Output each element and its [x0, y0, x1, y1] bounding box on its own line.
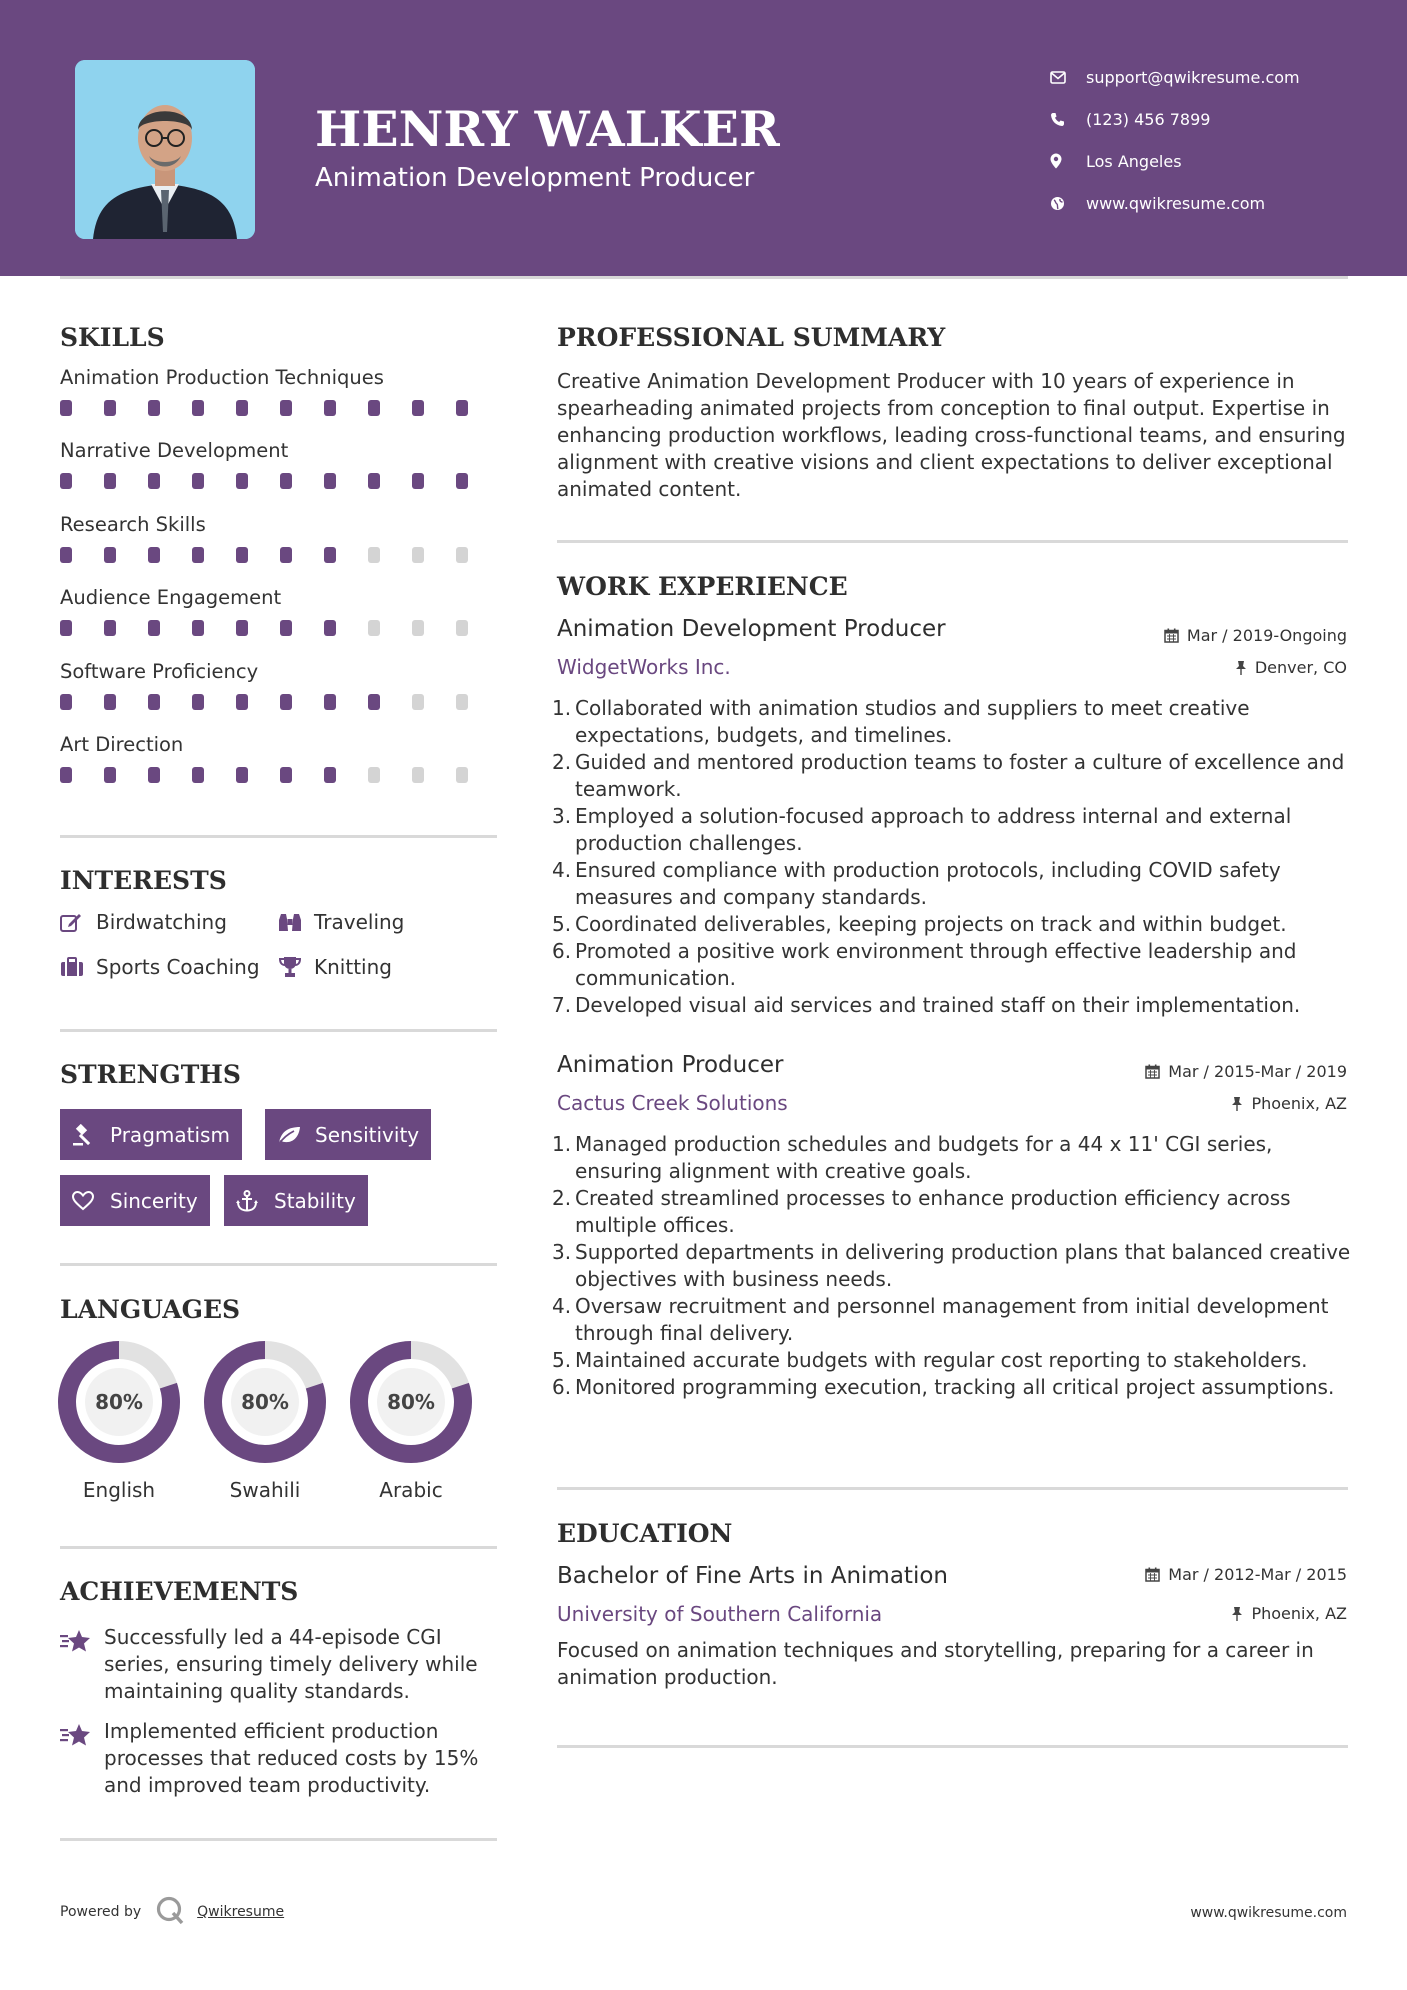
skill-dot-filled	[324, 473, 336, 489]
contact-phone-text: (123) 456 7899	[1086, 109, 1211, 129]
bullet-text: Created streamlined processes to enhance production efficiency across multiple offices.	[575, 1186, 1291, 1237]
footer-website[interactable]: www.qwikresume.com	[1190, 1905, 1347, 1921]
job-location-text: Phoenix, AZ	[1251, 1094, 1347, 1113]
skill-dot-filled	[60, 620, 72, 636]
experience-title: WORK EXPERIENCE	[557, 572, 848, 601]
suitcase-icon	[60, 957, 96, 977]
interest-label: Knitting	[314, 955, 392, 979]
strength-tag	[265, 1109, 431, 1160]
skill-dot-filled	[236, 473, 248, 489]
skill-dot-filled	[280, 767, 292, 783]
education-dates	[1145, 1565, 1347, 1584]
interest-label: Birdwatching	[96, 910, 227, 934]
skill-dot-filled	[148, 694, 160, 710]
skill-dot-filled	[456, 400, 468, 416]
bullet-item	[552, 803, 1357, 857]
skills-title: SKILLS	[60, 323, 165, 352]
bullet-text: Coordinated deliverables, keeping projects on track and within budget.	[575, 912, 1287, 936]
bullet-item	[552, 938, 1357, 992]
skill-dot-empty	[412, 694, 424, 710]
skill-dot-filled	[280, 400, 292, 416]
contact-location-text: Los Angeles	[1086, 151, 1182, 171]
strength-label: Sincerity	[110, 1188, 198, 1213]
contact-email[interactable]	[1050, 56, 1380, 98]
skill-dot-filled	[368, 473, 380, 489]
achievement-text: Implemented efficient production processes that reduced costs by 15% and improved team productivity.	[104, 1719, 479, 1797]
bullet-item	[552, 1347, 1357, 1374]
skill-dot-empty	[456, 767, 468, 783]
bullet-text: Guided and mentored production teams to foster a culture of excellence and teamwork.	[575, 750, 1345, 801]
bullet-number: 3.	[552, 804, 572, 828]
contact-website[interactable]	[1050, 182, 1380, 224]
language-percent: 80%	[241, 1390, 289, 1414]
education-location	[1231, 1604, 1347, 1623]
skill-dot-filled	[324, 400, 336, 416]
bullet-text: Monitored programming execution, tracking all critical project assumptions.	[575, 1375, 1335, 1399]
skill-dot-filled	[104, 400, 116, 416]
skill-name: Narrative Development	[60, 439, 289, 463]
skill-dot-filled	[236, 620, 248, 636]
skill-dot-filled	[280, 473, 292, 489]
skill-dot-filled	[104, 694, 116, 710]
job-dates-text: Mar / 2019-Ongoing	[1186, 626, 1347, 645]
bullet-text: Collaborated with animation studios and suppliers to meet creative expectations, budgets, and timelines.	[575, 696, 1250, 747]
languages-divider	[60, 1546, 497, 1549]
powered-by-label: Powered by	[60, 1904, 142, 1920]
skill-dot-filled	[236, 400, 248, 416]
achievements-divider	[60, 1838, 497, 1841]
bullet-text: Managed production schedules and budgets for a 44 x 11' CGI series, ensuring alignment with creative goals.	[575, 1132, 1273, 1183]
job-location	[1235, 658, 1347, 677]
bullet-number: 5.	[552, 912, 572, 936]
star-badge-icon	[60, 1624, 104, 1705]
interests-title: INTERESTS	[60, 866, 227, 895]
job-bullets	[552, 695, 1357, 1019]
skill-dot-filled	[60, 767, 72, 783]
calendar-icon	[1145, 1567, 1160, 1582]
skill-dot-filled	[60, 400, 72, 416]
language-item	[349, 1340, 473, 1502]
skill-item	[60, 366, 500, 439]
bullet-item	[552, 857, 1357, 911]
powered-by	[60, 1895, 284, 1929]
job-dates-text: Mar / 2015-Mar / 2019	[1168, 1062, 1347, 1081]
education-description: Focused on animation techniques and storytelling, preparing for a career in animation production.	[557, 1638, 1314, 1689]
skill-dot-filled	[368, 400, 380, 416]
interest-label: Traveling	[314, 910, 405, 934]
skill-name: Research Skills	[60, 512, 206, 536]
trophy-icon	[278, 956, 314, 978]
job-dates	[1145, 1062, 1347, 1081]
skill-item	[60, 586, 500, 659]
strengths-title: STRENGTHS	[60, 1060, 241, 1089]
skill-dot-filled	[456, 473, 468, 489]
skill-dot-empty	[368, 547, 380, 563]
bullet-number: 3.	[552, 1240, 572, 1264]
skill-dot-filled	[280, 694, 292, 710]
bullet-item	[552, 1239, 1357, 1293]
bullet-number: 5.	[552, 1348, 572, 1372]
bullet-item	[552, 695, 1357, 749]
interest-item	[278, 955, 392, 979]
language-name: English	[82, 1478, 156, 1502]
bullet-number: 6.	[552, 939, 572, 963]
bullet-item	[552, 1374, 1357, 1401]
language-name: Swahili	[229, 1478, 301, 1502]
skill-level-dots	[60, 473, 500, 489]
skills-list	[60, 366, 500, 806]
pushpin-icon	[1235, 660, 1247, 675]
strength-tag	[224, 1175, 368, 1226]
calendar-icon	[1164, 628, 1179, 643]
summary-text: Creative Animation Development Producer with 10 years of experience in spearheading animated projects from conception to final output. Expertise in enhancing production workflows, leading cross-functional teams, and ensuring alignment with creative visions and client expectations to deliver exceptional animated content.	[557, 369, 1346, 501]
skill-dot-empty	[412, 767, 424, 783]
skill-dot-filled	[324, 620, 336, 636]
map-marker-icon	[1050, 153, 1086, 169]
qwikresume-link[interactable]: Qwikresume	[197, 1904, 285, 1920]
skill-dot-filled	[236, 547, 248, 563]
interest-item	[60, 955, 260, 979]
job-bullets	[552, 1131, 1357, 1401]
skill-dot-filled	[104, 767, 116, 783]
skill-dot-filled	[192, 767, 204, 783]
skill-name: Audience Engagement	[60, 586, 282, 610]
strength-tag	[60, 1175, 210, 1226]
skill-item	[60, 660, 500, 733]
skill-dot-filled	[280, 620, 292, 636]
phone-icon	[1050, 112, 1086, 127]
heart-icon	[72, 1191, 110, 1211]
candidate-role: Animation Development Producer	[315, 163, 755, 193]
bullet-item	[552, 1131, 1357, 1185]
bullet-number: 4.	[552, 1294, 572, 1318]
skill-level-dots	[60, 694, 500, 710]
bullet-number: 4.	[552, 858, 572, 882]
job-location	[1231, 1094, 1347, 1113]
skill-level-dots	[60, 767, 500, 783]
strength-label: Sensitivity	[315, 1122, 420, 1147]
skill-name: Software Proficiency	[60, 659, 259, 683]
bullet-item	[552, 911, 1357, 938]
bullet-item	[552, 992, 1357, 1019]
profile-photo	[75, 60, 255, 239]
language-name: Arabic	[379, 1478, 443, 1502]
bullet-number: 1.	[552, 696, 572, 720]
skill-dot-empty	[412, 620, 424, 636]
skill-dot-empty	[456, 694, 468, 710]
education-divider	[557, 1745, 1348, 1748]
bullet-item	[552, 1185, 1357, 1239]
achievements-title: ACHIEVEMENTS	[60, 1577, 299, 1606]
contact-phone[interactable]	[1050, 98, 1380, 140]
job-company: Cactus Creek Solutions	[557, 1091, 788, 1115]
skill-dot-filled	[60, 473, 72, 489]
summary-divider	[557, 540, 1348, 543]
summary-title: PROFESSIONAL SUMMARY	[557, 323, 946, 352]
education-title: EDUCATION	[557, 1519, 733, 1548]
bullet-text: Maintained accurate budgets with regular cost reporting to stakeholders.	[575, 1348, 1308, 1372]
skill-dot-empty	[456, 620, 468, 636]
experience-divider	[557, 1487, 1348, 1490]
skill-dot-filled	[148, 547, 160, 563]
pushpin-icon	[1231, 1096, 1243, 1111]
bullet-number: 1.	[552, 1132, 572, 1156]
skill-dot-filled	[192, 473, 204, 489]
skill-dot-empty	[368, 767, 380, 783]
interests-divider	[60, 1029, 497, 1032]
interest-label: Sports Coaching	[96, 955, 260, 979]
bullet-text: Supported departments in delivering production plans that balanced creative objectives with business needs.	[575, 1240, 1351, 1291]
skill-dot-empty	[456, 547, 468, 563]
header-divider	[60, 276, 1348, 279]
skill-dot-empty	[368, 620, 380, 636]
job-location-text: Denver, CO	[1254, 658, 1347, 677]
skill-dot-filled	[192, 694, 204, 710]
qwikresume-logo-icon	[155, 1895, 185, 1929]
achievement-item	[60, 1624, 500, 1705]
skill-item	[60, 733, 500, 806]
interest-item	[60, 910, 227, 934]
skill-dot-filled	[148, 473, 160, 489]
skill-level-dots	[60, 547, 500, 563]
skill-level-dots	[60, 620, 500, 636]
bullet-number: 7.	[552, 993, 572, 1017]
globe-icon	[1050, 196, 1086, 211]
resume-header	[0, 0, 1407, 276]
education-location-text: Phoenix, AZ	[1251, 1604, 1347, 1623]
strength-label: Pragmatism	[110, 1122, 230, 1147]
bullet-text: Employed a solution-focused approach to address internal and external production challenges.	[575, 804, 1292, 855]
candidate-name: HENRY WALKER	[315, 100, 780, 158]
education-degree: Bachelor of Fine Arts in Animation	[557, 1563, 948, 1589]
calendar-icon	[1145, 1064, 1160, 1079]
contact-email-text: support@qwikresume.com	[1086, 67, 1300, 87]
skill-dot-filled	[60, 547, 72, 563]
job-dates	[1164, 626, 1347, 645]
job-title: Animation Development Producer	[557, 616, 946, 642]
skill-item	[60, 513, 500, 586]
contact-website-text: www.qwikresume.com	[1086, 193, 1266, 213]
skill-dot-filled	[324, 547, 336, 563]
portrait-illustration	[75, 60, 255, 239]
strength-label: Stability	[274, 1188, 356, 1213]
education-school: University of Southern California	[557, 1602, 883, 1626]
skill-dot-filled	[148, 620, 160, 636]
pencil-square-icon	[60, 912, 96, 932]
job-company: WidgetWorks Inc.	[557, 655, 731, 679]
star-badge-icon	[60, 1718, 104, 1799]
bullet-item	[552, 749, 1357, 803]
skill-dot-empty	[412, 547, 424, 563]
bullet-text: Developed visual aid services and trained staff on their implementation.	[575, 993, 1301, 1017]
anchor-icon	[236, 1190, 274, 1212]
skill-dot-filled	[192, 547, 204, 563]
contact-location	[1050, 140, 1380, 182]
bullet-number: 2.	[552, 750, 572, 774]
skill-dot-filled	[148, 400, 160, 416]
binoculars-icon	[278, 911, 314, 933]
strength-tag	[60, 1109, 242, 1160]
skill-dot-filled	[104, 473, 116, 489]
language-percent: 80%	[387, 1390, 435, 1414]
skill-dot-filled	[192, 400, 204, 416]
skill-dot-filled	[104, 547, 116, 563]
bullet-text: Promoted a positive work environment through effective leadership and communication.	[575, 939, 1297, 990]
skill-dot-filled	[192, 620, 204, 636]
skill-dot-filled	[324, 767, 336, 783]
skill-dot-filled	[148, 767, 160, 783]
envelope-icon	[1050, 71, 1086, 84]
skill-dot-filled	[236, 767, 248, 783]
language-percent: 80%	[95, 1390, 143, 1414]
skill-name: Animation Production Techniques	[60, 366, 384, 389]
interest-item	[278, 910, 404, 934]
skill-dot-filled	[280, 547, 292, 563]
bullet-text: Ensured compliance with production protocols, including COVID safety measures and company standards.	[575, 858, 1281, 909]
bullet-text: Oversaw recruitment and personnel management from initial development through final delivery.	[575, 1294, 1329, 1345]
bullet-number: 6.	[552, 1375, 572, 1399]
leaf-icon	[277, 1125, 315, 1145]
skill-dot-filled	[368, 694, 380, 710]
bullet-number: 2.	[552, 1186, 572, 1210]
skills-divider	[60, 835, 497, 838]
skill-dot-filled	[324, 694, 336, 710]
skill-dot-filled	[412, 473, 424, 489]
skill-dot-filled	[236, 694, 248, 710]
language-item	[57, 1340, 181, 1502]
language-item	[203, 1340, 327, 1502]
languages-title: LANGUAGES	[60, 1295, 241, 1324]
pushpin-icon	[1231, 1606, 1243, 1621]
skill-name: Art Direction	[60, 732, 184, 756]
strengths-divider	[60, 1263, 497, 1266]
education-dates-text: Mar / 2012-Mar / 2015	[1168, 1565, 1347, 1584]
skill-dot-filled	[60, 694, 72, 710]
job-title: Animation Producer	[557, 1052, 784, 1078]
bullet-item	[552, 1293, 1357, 1347]
skill-dot-filled	[104, 620, 116, 636]
skill-item	[60, 439, 500, 512]
achievement-text: Successfully led a 44-episode CGI series, ensuring timely delivery while maintaining quality standards.	[104, 1625, 478, 1703]
gavel-icon	[72, 1124, 110, 1146]
skill-level-dots	[60, 400, 500, 416]
contact-list	[1050, 56, 1380, 224]
skill-dot-filled	[412, 400, 424, 416]
achievement-item	[60, 1718, 500, 1799]
